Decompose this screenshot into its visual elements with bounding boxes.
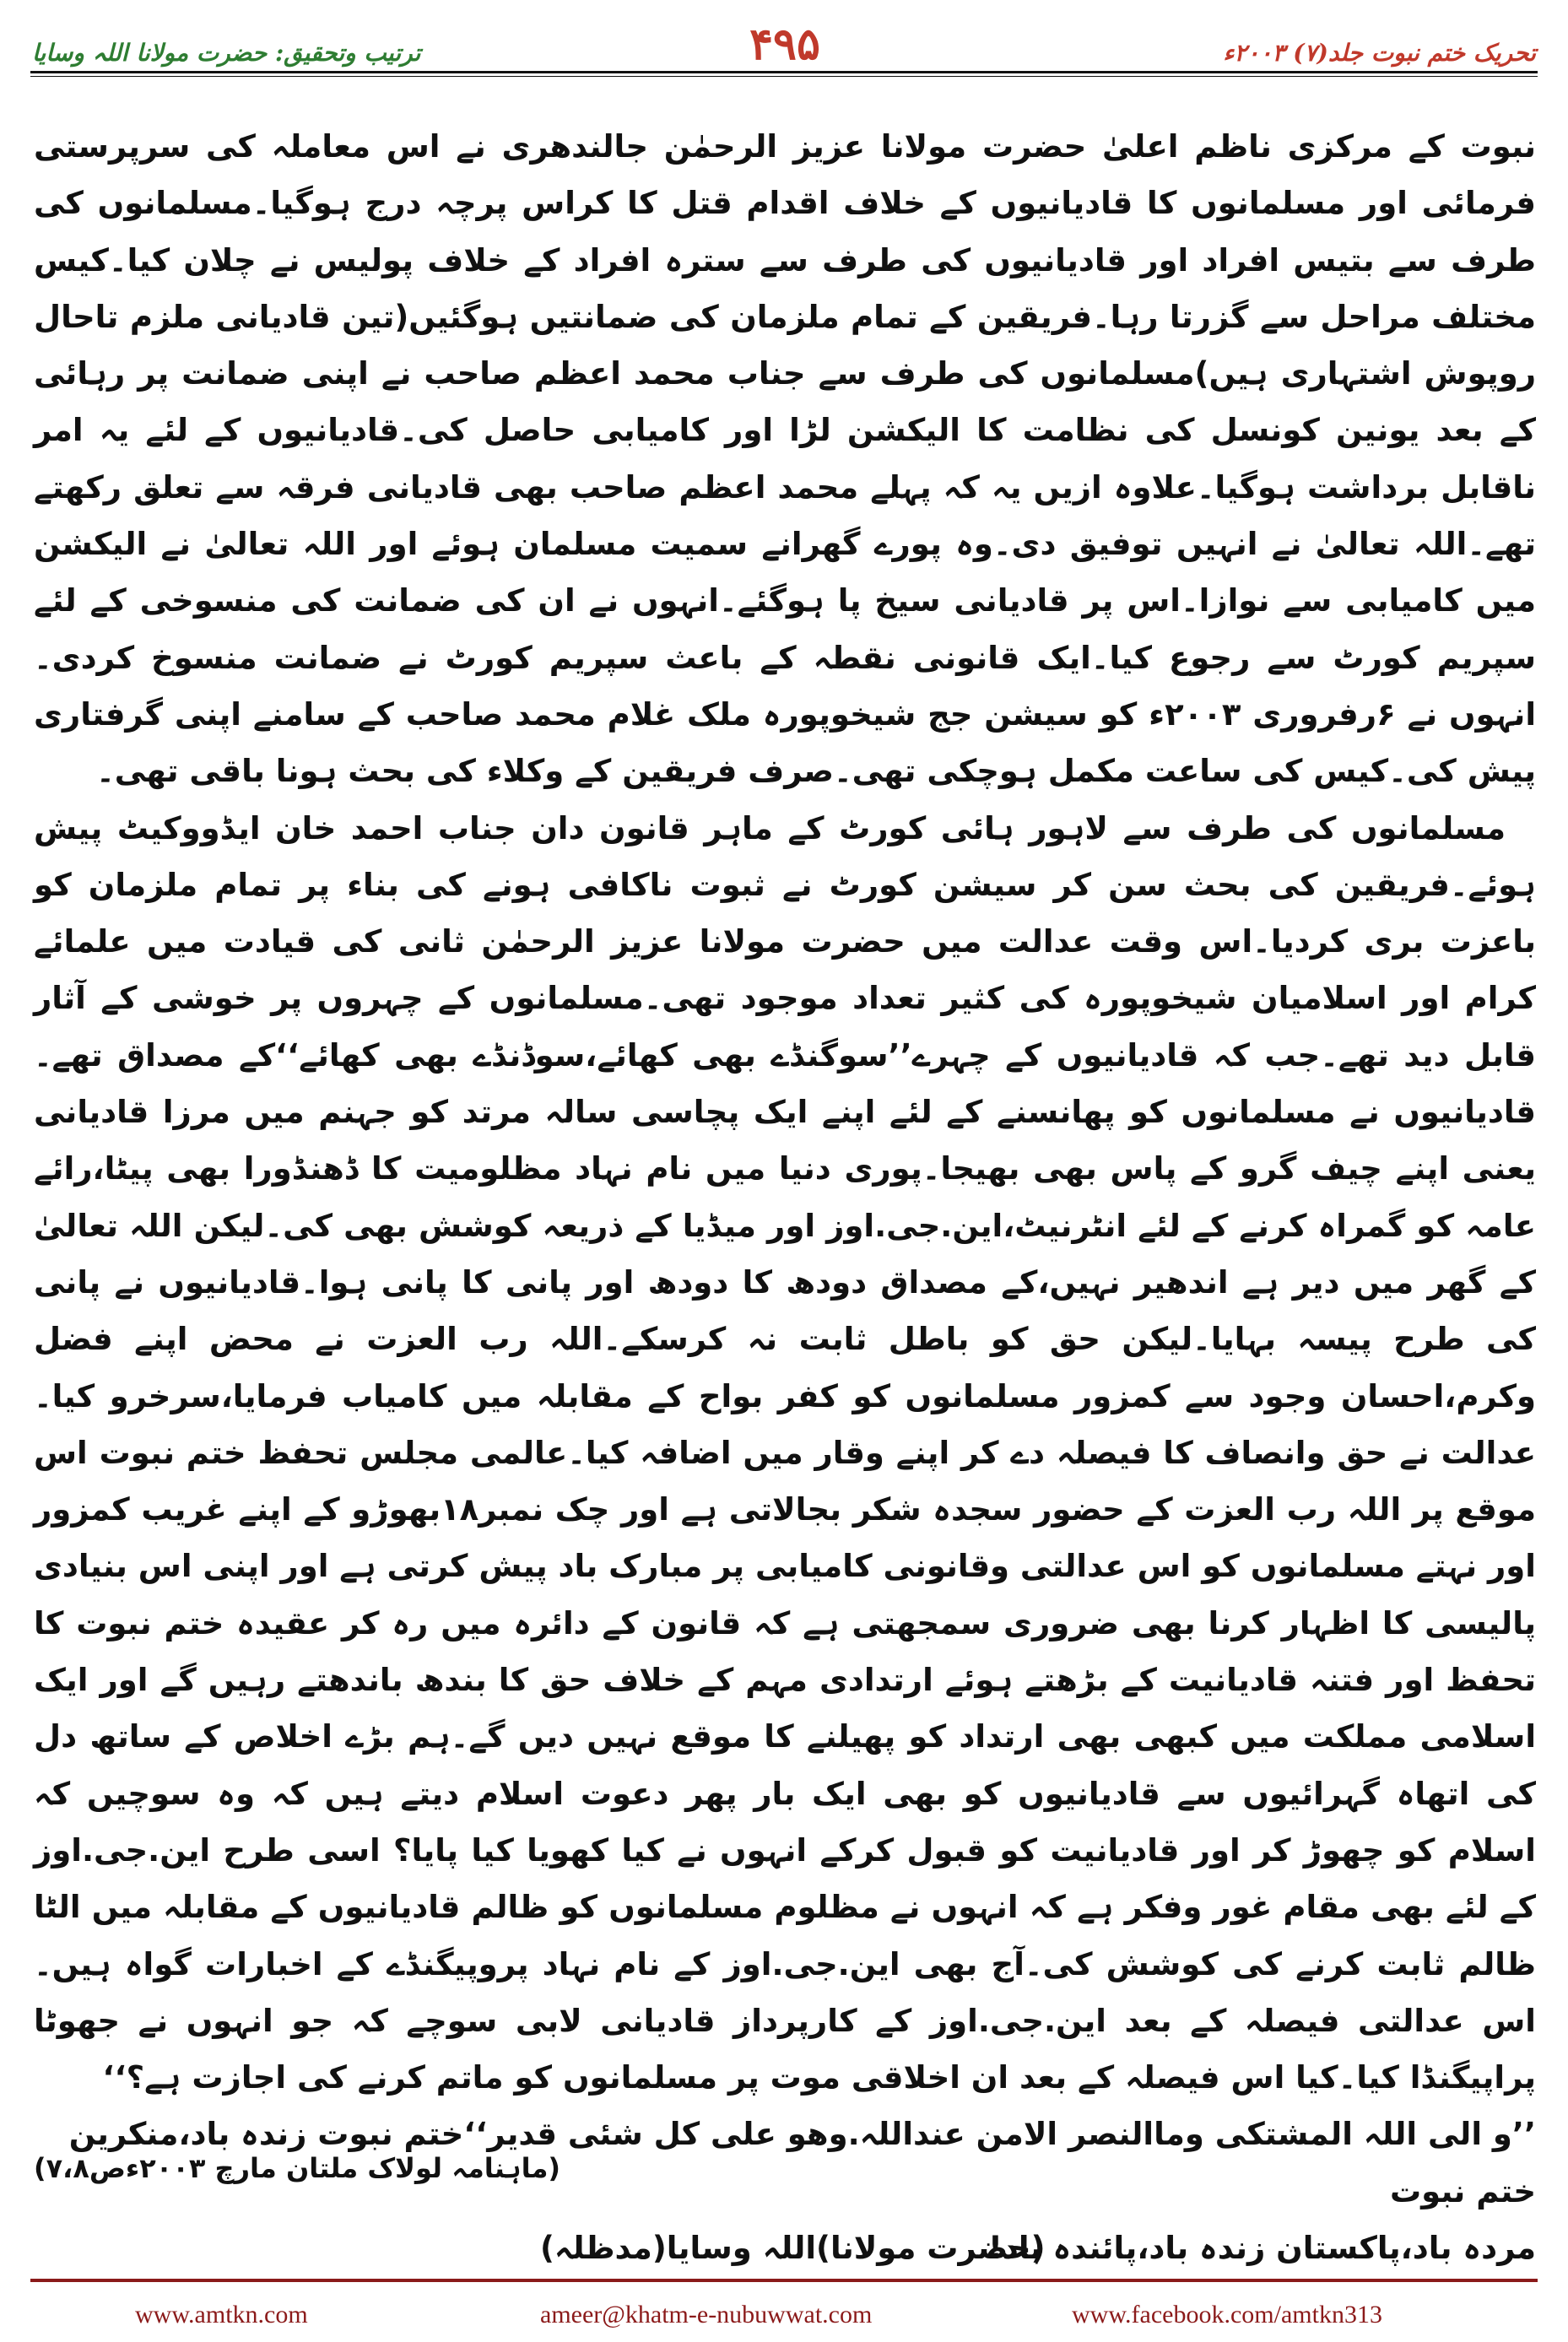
header-divider-bottom — [30, 76, 1538, 77]
header-book-title: تحریک ختم نبوت جلد(۷) ۲۰۰۳ء — [1223, 39, 1536, 67]
source-text: (ماہنامہ لولاک ملتان مارچ ۲۰۰۳ءص۷،۸) — [34, 2152, 561, 2184]
author-signature: (حضرت مولانا)اللہ وسایا(مدظلہ) — [540, 2229, 1046, 2266]
closing-quote: ’’و الی اللہ المشتکی وماالنصر الامن عنداللہ.وھو علی کل شئی قدیر‘‘ختم نبوت زندہ باد،منکرین ختم نبوت — [68, 2116, 1536, 2209]
footer-facebook-link[interactable]: www.facebook.com/amtkn313 — [1072, 2301, 1382, 2328]
page-header — [0, 0, 1568, 95]
footer-website-link[interactable]: www.amtkn.com — [135, 2301, 308, 2328]
page-footer — [0, 2279, 1568, 2342]
footer-divider — [30, 2279, 1538, 2282]
header-compiler-credit: ترتیب وتحقیق: حضرت مولانا اللہ وسایا — [32, 39, 421, 67]
closing-line — [34, 2220, 1536, 2276]
header-divider-top — [30, 71, 1538, 73]
article-body — [34, 118, 1536, 2276]
paragraph-1: نبوت کے مرکزی ناظم اعلیٰ حضرت مولانا عزیز الرحمٰن جالندھری نے اس معاملہ کی سرپرستی فرمائی اور مسلمانوں کا قادیانیوں کے خلاف اقدام قتل کا کراس پرچہ درج ہوگیا۔مسلمانوں کی طرف سے بتیس افراد اور قادیانیوں کی طرف سے سترہ افراد کے خلاف پولیس نے چلان کیا۔کیس مختلف مراحل سے گزرتا رہا۔فریقین کے تمام ملزمان کی ضمانتیں ہوگئیں(تین قادیانی ملزم تاحال روپوش اشتہاری ہیں)مسلمانوں کی طرف سے جناب محمد اعظم صاحب نے اپنی ضمانت پر رہائی کے بعد یونین کونسل کی نظامت کا الیکشن لڑا اور کامیابی حاصل کی۔قادیانیوں کے لئے یہ امر ناقابل برداشت ہوگیا۔علاوہ ازیں یہ کہ پہلے محمد اعظم صاحب بھی قادیانی فرقہ سے تعلق رکھتے تھے۔اللہ تعالیٰ نے انہیں توفیق دی۔وہ پورے گھرانے سمیت مسلمان ہوئے اور اللہ تعالیٰ نے الیکشن میں کامیابی سے نوازا۔اس پر قادیانی سیخ پا ہوگئے۔انہوں نے ان کی ضمانت کی منسوخی کے لئے سپریم کورٹ سے رجوع کیا۔ایک قانونی نقطہ کے باعث سپریم کورٹ نے ضمانت منسوخ کردی۔انہوں نے ۶رفروری ۲۰۰۳ء کو سیشن جج شیخوپورہ ملک غلام محمد صاحب کے سامنے اپنی گرفتاری پیش کی۔کیس کی ساعت مکمل ہوچکی تھی۔صرف فریقین کے وکلاء کی بحث ہونا باقی تھی۔ — [34, 128, 1536, 790]
footer-email-link[interactable]: ameer@khatm-e-nubuwwat.com — [540, 2301, 873, 2328]
closing-slogan: مردہ باد،پاکستان زندہ باد،پائندہ باد! — [987, 2229, 1536, 2266]
page-number: ۴۹۵ — [749, 19, 820, 70]
source-citation — [34, 2152, 1536, 2184]
paragraph-2: مسلمانوں کی طرف سے لاہور ہائی کورٹ کے ماہر قانون دان جناب احمد خان ایڈووکیٹ پیش ہوئے۔فریقین کی بحث سن کر سیشن کورٹ نے ثبوت ناکافی ہونے کی بناء پر تمام ملزمان کو باعزت بری کردیا۔اس وقت عدالت میں حضرت مولانا عزیز الرحمٰن ثانی کی قیادت میں علمائے کرام اور اسلامیان شیخوپورہ کی کثیر تعداد موجود تھی۔مسلمانوں کے چہروں پر خوشی کے آثار قابل دید تھے۔جب کہ قادیانیوں کے چہرے’’سوگنڈے بھی کھائے،سوڈنڈے بھی کھائے‘‘کے مصداق تھے۔قادیانیوں نے مسلمانوں کو پھانسنے کے لئے اپنے ایک پچاسی سالہ مرتد کو جہنم میں مرزا قادیانی یعنی اپنے چیف گرو کے پاس بھی بھیجا۔پوری دنیا میں نام نہاد مظلومیت کا ڈھنڈورا بھی پیٹا،رائے عامہ کو گمراہ کرنے کے لئے انٹرنیٹ،این.جی.اوز اور میڈیا کے ذریعہ کوشش بھی کی۔لیکن اللہ تعالیٰ کے گھر میں دیر ہے اندھیر نہیں،کے مصداق دودھ کا دودھ اور پانی کا پانی ہوا۔قادیانیوں نے پانی کی طرح پیسہ بہایا۔لیکن حق کو باطل ثابت نہ کرسکے۔اللہ رب العزت نے محض اپنے فضل وکرم،احسان وجود سے کمزور مسلمانوں کو کفر بواح کے مقابلہ میں کامیاب فرمایا،سرخرو کیا۔عدالت نے حق وانصاف کا فیصلہ دے کر اپنے وقار میں اضافہ کیا۔عالمی مجلس تحفظ ختم نبوت اس موقع پر اللہ رب العزت کے حضور سجدہ شکر بجالاتی ہے اور چک نمبر۱۸بھوڑو کے اپنے غریب کمزور اور نہتے مسلمانوں کو اس عدالتی وقانونی کامیابی پر مبارک باد پیش کرتی ہے اور اپنی اس بنیادی پالیسی کا اظہار کرنا بھی ضروری سمجھتی ہے کہ قانون کے دائرہ میں رہ کر عقیدہ ختم نبوت کا تحفظ اور فتنہ قادیانیت کے بڑھتے ہوئے ارتدادی مہم کے خلاف حق کا بندھ باندھتے رہیں گے اور ایک اسلامی مملکت میں کبھی بھی ارتداد کو پھیلنے کا موقع نہیں دیں گے۔ہم بڑے اخلاص کے ساتھ دل کی اتھاہ گہرائیوں سے قادیانیوں کو بھی ایک بار پھر دعوت اسلام دیتے ہیں کہ وہ سوچیں کہ اسلام کو چھوڑ کر اور قادیانیت کو قبول کرکے انہوں نے کیا کھویا کیا پایا؟ اسی طرح این.جی.اوز کے لئے بھی مقام غور وفکر ہے کہ انہوں نے مظلوم مسلمانوں کو ظالم قادیانیوں کے مقابلہ میں الٹا ظالم ثابت کرنے کی کوشش کی۔آج بھی این.جی.اوز کے نام نہاد پروپیگنڈے کے اخبارات گواہ ہیں۔اس عدالتی فیصلہ کے بعد این.جی.اوز کے کارپرداز قادیانی لابی سوچے کہ جو انہوں نے جھوٹا پراپیگنڈا کیا۔کیا اس فیصلہ کے بعد ان اخلاقی موت پر مسلمانوں کو ماتم کرنے کی اجازت ہے؟‘‘ — [34, 809, 1537, 2096]
